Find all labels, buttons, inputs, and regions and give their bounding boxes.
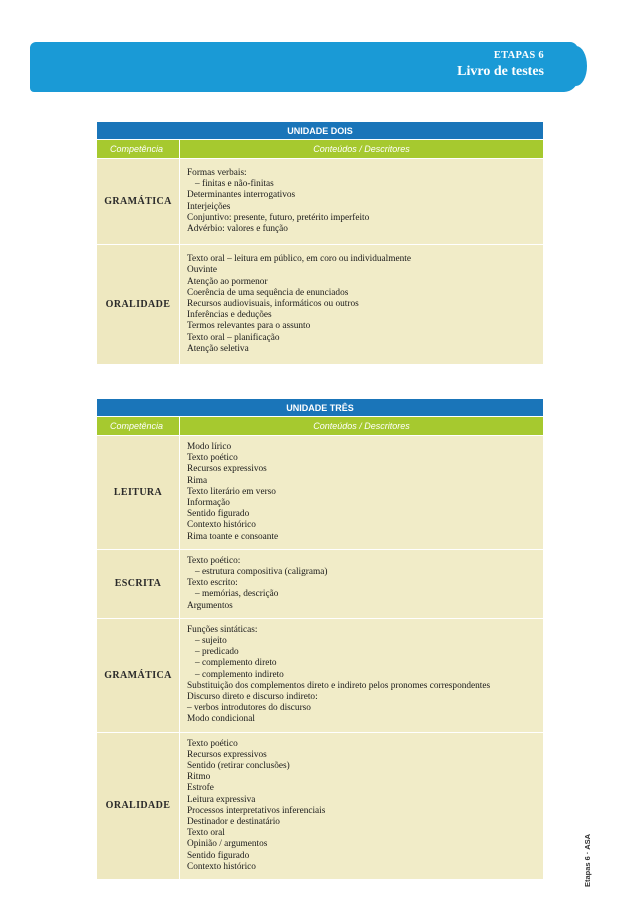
descriptor-item: Recursos expressivos xyxy=(187,749,267,760)
descriptor-item: Termos relevantes para o assunto xyxy=(187,321,311,332)
descriptor-item: Sentido figurado xyxy=(187,850,250,861)
descriptor-item: Ritmo xyxy=(187,772,211,783)
descriptor-item: Recursos expressivos xyxy=(187,464,267,475)
descriptor-item: Recursos audiovisuais, informáticos ou outros xyxy=(187,298,359,309)
descriptor-item: Estrofe xyxy=(187,783,214,794)
descriptor-item: – memórias, descrição xyxy=(195,589,279,600)
header-conteudos: Conteúdos / Descritores xyxy=(180,140,543,158)
descriptor-item: Texto escrito: xyxy=(187,578,238,589)
conteudos-cell xyxy=(180,436,543,549)
conteudos-cell xyxy=(180,245,543,364)
descriptor-item: Argumentos xyxy=(187,600,233,611)
header-competencia: Competência xyxy=(97,140,180,158)
competencia-cell: ESCRITA xyxy=(97,550,180,618)
descriptor-item: Contexto histórico xyxy=(187,861,256,872)
publisher-mark-text: Etapas 6 · ASA xyxy=(583,833,593,887)
descriptor-item: Conjuntivo: presente, futuro, pretérito imperfeito xyxy=(187,212,370,223)
descriptor-item: Texto oral – planificação xyxy=(187,332,280,343)
conteudos-cell xyxy=(180,619,543,732)
descriptor-item: Interjeições xyxy=(187,201,231,212)
descriptor-item: Texto oral xyxy=(187,828,225,839)
competencia-cell: GRAMÁTICA xyxy=(97,159,180,244)
descriptor-item: Modo condicional xyxy=(187,714,255,725)
descriptor-item: Processos interpretativos inferenciais xyxy=(187,805,326,816)
unit-title: UNIDADE TRÊS xyxy=(97,399,543,417)
descriptor-item: Substituição dos complementos direto e indireto pelos pronomes correspondentes xyxy=(187,680,491,691)
descriptor-item: – predicado xyxy=(195,647,239,658)
descriptor-item: Rima xyxy=(187,475,208,486)
descriptor-item: Discurso direto e discurso indireto: xyxy=(187,692,318,702)
header-conteudos: Conteúdos / Descritores xyxy=(180,417,543,435)
descriptor-item: – sujeito xyxy=(195,635,227,646)
descriptor-item: Determinantes interrogativos xyxy=(187,190,296,201)
descriptor-item: Texto poético xyxy=(187,453,238,464)
descriptor-item: Texto literário em verso xyxy=(187,486,276,497)
descriptor-item: Atenção ao pormenor xyxy=(187,276,268,287)
table-row xyxy=(97,732,543,879)
unit-table xyxy=(97,122,543,364)
series-label: ETAPAS 6 xyxy=(493,50,544,61)
publisher-mark xyxy=(574,830,602,890)
competencia-cell: GRAMÁTICA xyxy=(97,619,180,732)
descriptor-item: – estrutura compositiva (caligrama) xyxy=(195,566,328,577)
conteudos-cell xyxy=(180,550,543,618)
table-row xyxy=(97,435,543,549)
descriptor-item: Inferências e deduções xyxy=(187,310,272,321)
descriptor-item: Texto oral – leitura em público, em coro ou individualmente xyxy=(187,254,411,265)
descriptor-item: Formas verbais: xyxy=(187,167,247,178)
book-title: Livro de testes xyxy=(457,64,544,79)
column-header-row xyxy=(97,417,543,435)
descriptor-item: – complemento direto xyxy=(195,658,277,669)
descriptor-item: Modo lírico xyxy=(187,441,232,452)
descriptor-item: Leitura expressiva xyxy=(187,794,256,805)
header-banner xyxy=(30,42,578,92)
descriptor-item: Coerência de uma sequência de enunciados xyxy=(187,287,349,298)
table-row xyxy=(97,618,543,732)
competencia-cell: ORALIDADE xyxy=(97,733,180,879)
competencia-cell: LEITURA xyxy=(97,436,180,549)
descriptor-item: Ouvinte xyxy=(187,265,217,276)
unit-title: UNIDADE DOIS xyxy=(97,122,543,140)
descriptor-item: Texto poético xyxy=(187,738,238,749)
descriptor-item: Texto poético: xyxy=(187,555,241,566)
descriptor-item: Atenção seletiva xyxy=(187,343,249,354)
descriptor-item: Sentido (retirar conclusões) xyxy=(187,760,290,771)
conteudos-cell xyxy=(180,159,543,244)
descriptor-item: Advérbio: valores e função xyxy=(187,224,288,234)
descriptor-item: Opinião / argumentos xyxy=(187,839,268,850)
table-row xyxy=(97,549,543,618)
column-header-row xyxy=(97,140,543,158)
competencia-cell: ORALIDADE xyxy=(97,245,180,364)
descriptor-item: – complemento indireto xyxy=(195,669,284,680)
descriptor-item: Contexto histórico xyxy=(187,520,256,531)
conteudos-cell xyxy=(180,733,543,879)
header-competencia: Competência xyxy=(97,417,180,435)
unit-table xyxy=(97,399,543,879)
descriptor-item: Sentido figurado xyxy=(187,509,250,520)
descriptor-item: Funções sintáticas: xyxy=(187,624,258,635)
descriptor-item: – finitas e não-finitas xyxy=(195,179,274,190)
table-row xyxy=(97,244,543,364)
descriptor-item: Rima toante e consoante xyxy=(187,531,279,542)
descriptor-item: – verbos introdutores do discurso xyxy=(187,703,311,714)
table-row xyxy=(97,158,543,244)
descriptor-item: Informação xyxy=(187,498,230,508)
descriptor-item: Destinador e destinatário xyxy=(187,816,280,827)
